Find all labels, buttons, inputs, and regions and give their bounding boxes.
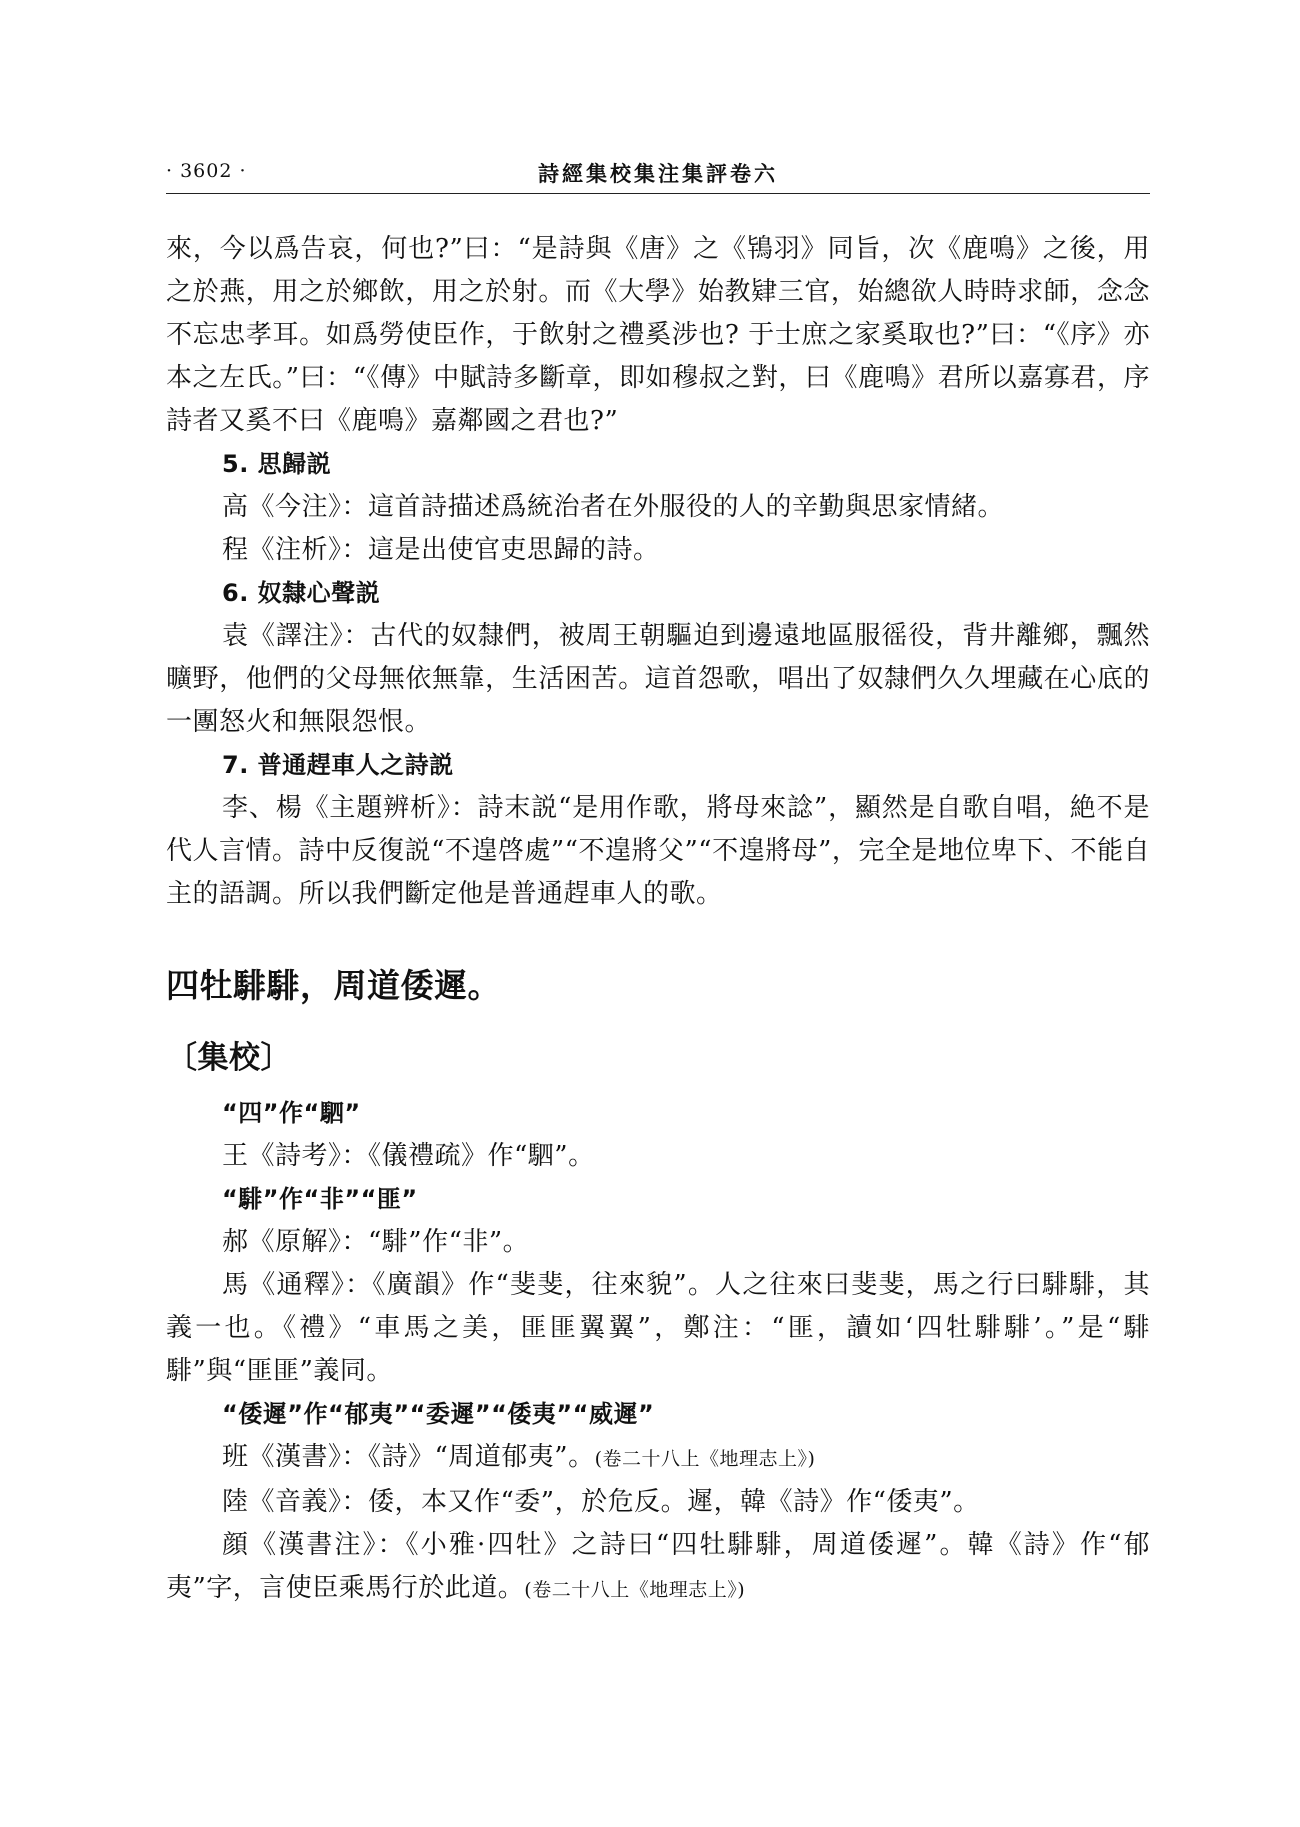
numbered-heading: 7. 普通趕車人之詩説: [222, 751, 454, 779]
paragraph: 李、楊《主題辨析》：詩末説“是用作歌，將母來諗”，顯然是自歌自唱，絶不是代人言情。詩中反復説“不遑啓處”“不遑將父”“不遑將母”，完全是地位卑下、不能自主的語調。所以我們斷定他是普通趕車人的歌。: [166, 793, 1150, 909]
header-rule: [166, 193, 1150, 194]
paragraph: 馬《通釋》：《廣韻》作“斐斐，往來貌”。人之往來曰斐斐，馬之行曰騑騑，其義一也。《禮》“車馬之美，匪匪翼翼”，鄭注：“匪，讀如‘四牡騑騑’。”是“騑騑”與“匪匪”義同。: [166, 1270, 1150, 1386]
section-title: 〔集校〕: [166, 1040, 292, 1076]
paragraph: 陸《音義》：倭，本又作“委”，於危反。遲，韓《詩》作“倭夷”。: [222, 1487, 980, 1517]
source-citation: (卷二十八上《地理志上》): [594, 1448, 816, 1470]
variant-heading: “騑”作“非”“匪”: [222, 1185, 418, 1213]
paragraph: 來，今以爲告哀，何也?”曰：“是詩與《唐》之《鴇羽》同旨，次《鹿鳴》之後，用之於燕，用之於鄉飲，用之於射。而《大學》始教肄三官，始總欲人時時求師，念念不忘忠孝耳。如爲勞使臣作，于飲射之禮奚涉也? 于士庶之家奚取也?”曰：“《序》亦本之左氏。”曰：“《傳》中賦詩多斷章，即如穆叔之對，曰《鹿鳴》君所以嘉寡君，序詩者又奚不曰《鹿鳴》嘉鄰國之君也?”: [166, 234, 1150, 436]
source-citation: (卷二十八上《地理志上》): [524, 1579, 746, 1601]
paragraph: 袁《譯注》：古代的奴隸們，被周王朝驅迫到邊遠地區服徭役，背井離鄉，飄然曠野，他們的父母無依無靠，生活困苦。這首怨歌，唱出了奴隸們久久埋藏在心底的一團怒火和無限怨恨。: [166, 621, 1150, 737]
paragraph: [166, 1524, 1150, 1612]
numbered-heading: 5. 思歸説: [222, 450, 332, 478]
paragraph-text: 顔《漢書注》：《小雅·四牡》之詩曰“四牡騑騑，周道倭遲”。韓《詩》作“郁夷”字，言使臣乘馬行於此道。: [166, 1530, 1150, 1603]
paragraph: 郝《原解》：“騑”作“非”。: [222, 1227, 530, 1257]
variant-heading: “四”作“駟”: [222, 1099, 361, 1127]
paragraph: 王《詩考》：《儀禮疏》作“駟”。: [222, 1141, 595, 1171]
running-title: 詩經集校集注集評卷六: [538, 161, 778, 186]
variant-heading: “倭遲”作“郁夷”“委遲”“倭夷”“威遲”: [222, 1400, 655, 1428]
page-body: [166, 228, 1150, 1612]
page-number: · 3602 ·: [166, 160, 247, 182]
paragraph-text: 班《漢書》：《詩》“周道郁夷”。: [222, 1442, 595, 1472]
paragraph: 程《注析》：這是出使官吏思歸的詩。: [222, 535, 660, 565]
numbered-heading: 6. 奴隸心聲説: [222, 579, 381, 607]
verse-line: 四牡騑騑，周道倭遲。: [166, 966, 501, 1005]
paragraph: 高《今注》：這首詩描述爲統治者在外服役的人的辛勤與思家情緒。: [222, 492, 1005, 522]
paragraph: [166, 1436, 1150, 1481]
page-header: [166, 158, 1150, 190]
